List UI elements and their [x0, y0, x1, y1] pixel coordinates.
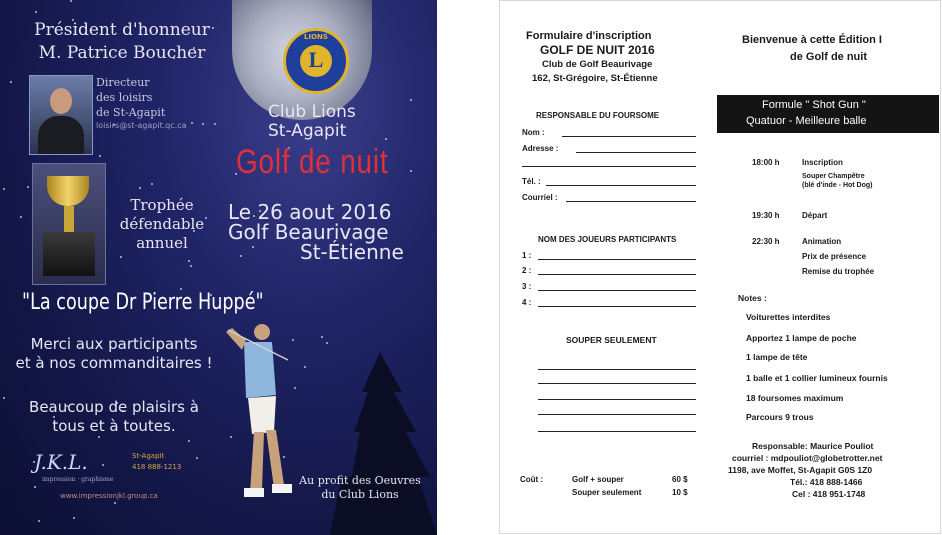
address-input-line[interactable]: [576, 152, 696, 153]
event-title: Golf de nuit: [236, 143, 389, 181]
field-label-name: Nom :: [522, 128, 545, 137]
event-poster: [0, 0, 437, 535]
tree-icon: [330, 352, 437, 535]
star: [38, 520, 40, 522]
player-1-input-line[interactable]: [538, 259, 696, 260]
sponsor-website: www.impressionjkl.group.ca: [60, 492, 158, 500]
cost-item-2-price: 10 $: [672, 488, 688, 497]
event-date: Le 26 aout 2016: [228, 200, 392, 224]
form-address: 162, St-Grégoire, St-Étienne: [532, 73, 658, 84]
cost-item-1-price: 60 $: [672, 475, 688, 484]
cost-item-2-label: Souper seulement: [572, 488, 642, 497]
sponsor-town: St-Agapit: [132, 452, 165, 460]
responsible-header: RESPONSABLE DU FOURSOME: [536, 111, 660, 120]
star: [188, 260, 190, 262]
player-2-input-line[interactable]: [538, 274, 696, 275]
star: [196, 457, 198, 459]
star: [3, 188, 5, 190]
address-input-line-2[interactable]: [522, 166, 696, 167]
thanks-line-1: Merci aux participants: [30, 335, 198, 353]
form-club: Club de Golf Beaurivage: [542, 59, 653, 70]
star: [139, 187, 141, 189]
star: [410, 170, 412, 172]
star: [98, 436, 100, 438]
lions-logo-icon: [283, 28, 349, 94]
form-subtitle: GOLF DE NUIT 2016: [540, 43, 655, 57]
cost-item-1-label: Golf + souper: [572, 475, 624, 484]
director-email: loisirs@st-agapit.qc.ca: [96, 121, 187, 130]
profit-line-2: du Club Lions: [321, 488, 399, 501]
star: [114, 502, 116, 504]
golfer-icon: [218, 320, 298, 520]
supper-input-line-2[interactable]: [538, 383, 696, 384]
profit-line-1: Au profit des Oeuvres: [299, 474, 421, 487]
star: [214, 123, 216, 125]
player-label-3: 3 :: [522, 282, 532, 291]
portrait-icon: [29, 75, 93, 155]
cup-name: "La coupe Dr Pierre Huppé": [22, 290, 264, 315]
star: [35, 11, 37, 13]
player-label-2: 2 :: [522, 266, 532, 275]
director-line-1: Directeur: [96, 76, 150, 89]
trophy-line-2: défendable: [119, 215, 205, 233]
sponsor-logo-text: J.K.L.: [34, 450, 88, 474]
club-name: Club Lions: [268, 102, 356, 122]
schedule-time-3: 22:30 h: [752, 237, 780, 246]
star: [151, 183, 153, 185]
note-1: Voiturettes interdites: [746, 312, 831, 322]
trophy-icon: [32, 163, 106, 285]
trophy-line-3: annuel: [136, 234, 188, 252]
wish-line-1: Beaucoup de plaisirs à: [29, 398, 199, 416]
formula-line-1: Formule " Shot Gun ": [762, 99, 866, 111]
star: [385, 138, 387, 140]
event-location-town: St-Étienne: [300, 240, 404, 264]
sponsor-phone: 418 888-1213: [132, 463, 182, 471]
welcome-line-1: Bienvenue à cette Édition I: [742, 34, 882, 46]
player-label-1: 1 :: [522, 251, 532, 260]
star: [304, 366, 306, 368]
cost-label: Coût :: [520, 475, 544, 484]
schedule-item-registration: Inscription: [802, 158, 843, 167]
contact-address: 1198, ave Moffet, St-Agapit G0S 1Z0: [728, 465, 873, 475]
phone-input-line[interactable]: [546, 185, 696, 186]
schedule-item-prizes: Prix de présence: [802, 252, 867, 261]
lions-logo-letter: L: [308, 47, 324, 72]
director-line-3: de St-Agapit: [96, 106, 166, 119]
star: [20, 216, 22, 218]
star: [326, 342, 328, 344]
event-location: Golf Beaurivage: [228, 220, 389, 244]
note-3: 1 lampe de tête: [746, 352, 808, 362]
club-town: St-Agapit: [268, 121, 347, 141]
star: [202, 123, 204, 125]
star: [190, 265, 192, 267]
name-input-line[interactable]: [562, 136, 696, 137]
player-3-input-line[interactable]: [538, 290, 696, 291]
president-name: M. Patrice Boucher: [38, 43, 206, 63]
schedule-item-trophy: Remise du trophée: [802, 267, 875, 276]
note-4: 1 balle et 1 collier lumineux fournis: [746, 373, 888, 383]
star: [191, 122, 193, 124]
note-2: Apportez 1 lampe de poche: [746, 333, 857, 343]
schedule-time-1: 18:00 h: [752, 158, 780, 167]
email-input-line[interactable]: [566, 201, 696, 202]
formula-line-2: Quatuor - Meilleure balle: [746, 115, 867, 127]
sponsor-logo-subtitle: impression · graphisme: [42, 476, 114, 483]
sponsor-logo: [34, 450, 114, 483]
star: [102, 464, 104, 466]
schedule-item-supper: Souper Champêtre: [802, 173, 865, 180]
star: [321, 336, 323, 338]
star: [120, 256, 122, 258]
star: [240, 255, 242, 257]
contact-phone: Tél.: 418 888-1466: [790, 477, 863, 487]
players-header: NOM DES JOUEURS PARTICIPANTS: [538, 235, 677, 244]
star: [188, 440, 190, 442]
schedule-item-departure: Départ: [802, 211, 828, 220]
supper-input-line-3[interactable]: [538, 399, 696, 400]
supper-input-line-5[interactable]: [538, 431, 696, 432]
field-label-email: Courriel :: [522, 193, 558, 202]
welcome-line-2: de Golf de nuit: [790, 51, 867, 63]
player-4-input-line[interactable]: [538, 306, 696, 307]
note-5: 18 foursomes maximum: [746, 393, 844, 403]
player-label-4: 4 :: [522, 298, 532, 307]
star: [70, 0, 72, 2]
schedule-time-2: 19:30 h: [752, 211, 780, 220]
schedule-item-supper-menu: (blé d'inde - Hot Dog): [802, 182, 873, 189]
star: [410, 99, 412, 101]
star: [10, 81, 12, 83]
field-label-address: Adresse :: [522, 144, 559, 153]
schedule-item-animation: Animation: [802, 237, 842, 246]
director-line-2: des loisirs: [96, 91, 153, 104]
star: [99, 155, 101, 157]
star: [73, 517, 75, 519]
supper-input-line-4[interactable]: [538, 414, 696, 415]
star: [3, 397, 5, 399]
wish-line-2: tous et à toutes.: [52, 417, 176, 435]
star: [252, 246, 254, 248]
registration-form: [499, 0, 941, 534]
note-6: Parcours 9 trous: [746, 412, 814, 422]
contact-cell: Cel : 418 951-1748: [792, 489, 866, 499]
star: [34, 486, 36, 488]
president-title: Président d'honneur: [34, 20, 210, 40]
notes-title: Notes :: [738, 293, 767, 303]
star: [27, 186, 29, 188]
contact-email: courriel : mdpouliot@globetrotter.net: [732, 453, 883, 463]
field-label-phone: Tél. :: [522, 177, 541, 186]
form-title: Formulaire d'inscription: [526, 30, 652, 42]
lions-logo-text: LIONS: [304, 33, 328, 41]
trophy-line-1: Trophée: [130, 196, 194, 214]
supper-input-line-1[interactable]: [538, 369, 696, 370]
thanks-line-2: et à nos commanditaires !: [15, 354, 213, 372]
supper-header: SOUPER SEULEMENT: [566, 335, 657, 345]
contact-name: Responsable: Maurice Pouliot: [752, 441, 874, 451]
